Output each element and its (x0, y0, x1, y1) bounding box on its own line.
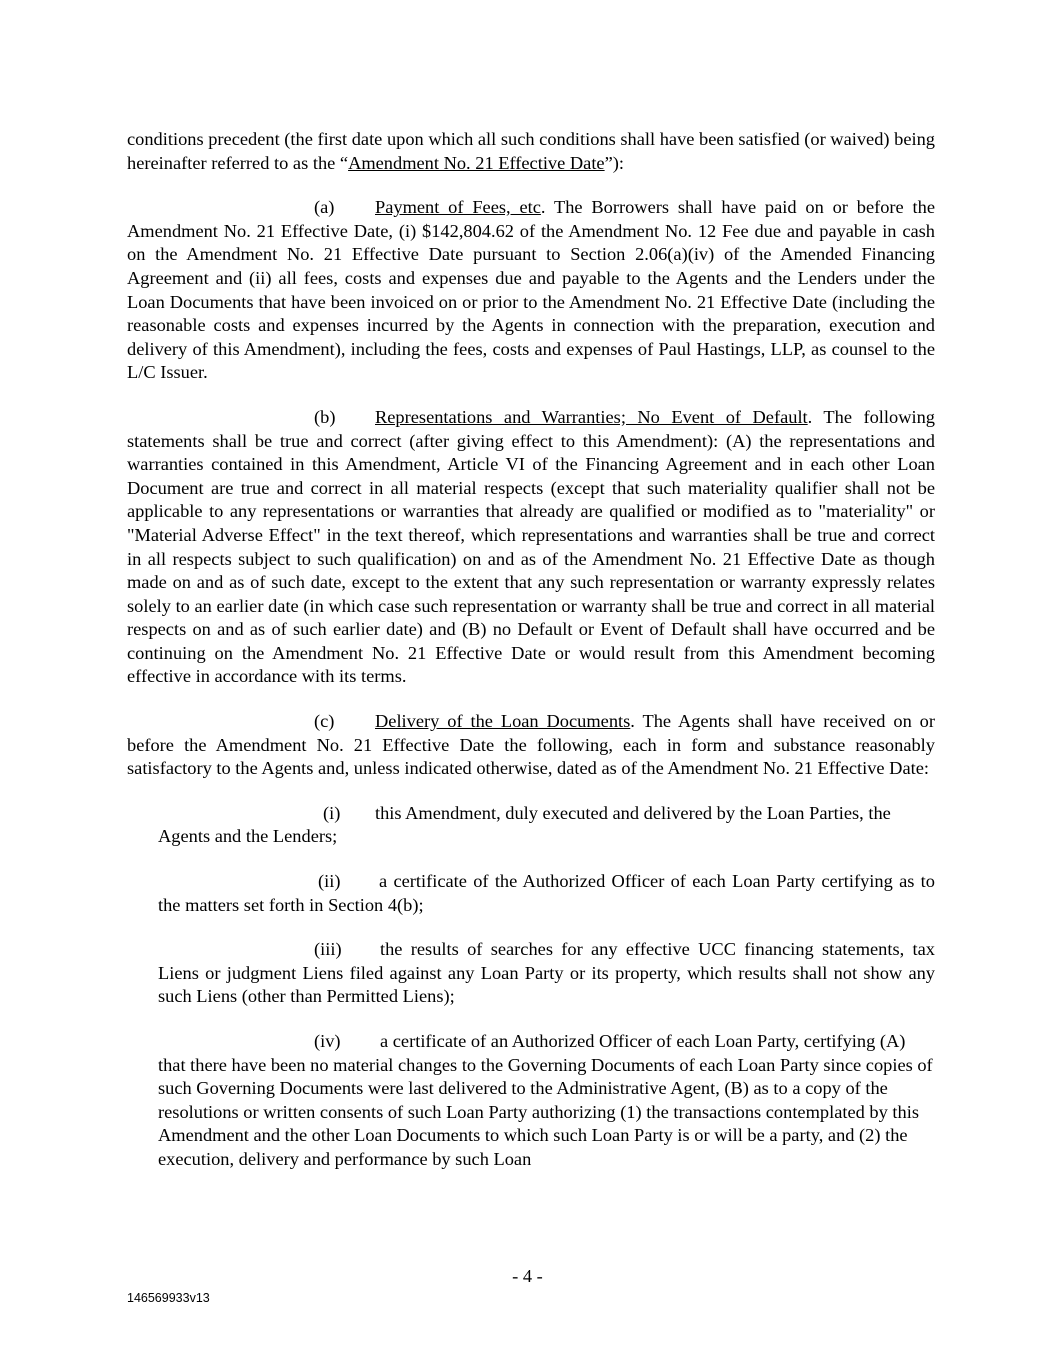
section-c-paragraph (127, 710, 935, 781)
section-a-label: (a) (314, 197, 335, 218)
item-i-text: this Amendment, duly executed and delivered by the Loan Parties, the Agents and the Lenders; (158, 802, 891, 847)
section-b-label: (b) (314, 406, 336, 427)
section-c-item-iii (158, 938, 935, 1009)
section-b-heading: Representations and Warranties; No Event of Default (375, 406, 808, 427)
section-c-heading: Delivery of the Loan Documents (375, 711, 631, 732)
intro-paragraph (127, 128, 935, 175)
section-c-item-iv (158, 1030, 935, 1172)
item-i-label: (i) (323, 802, 341, 823)
item-iii-label: (iii) (314, 939, 342, 960)
item-iv-label: (iv) (314, 1031, 341, 1051)
section-a-body: . The Borrowers shall have paid on or before the Amendment No. 21 Effective Date, (i) $142,804.62 of the Amendment No. 12 Fee due and payable in cash on the Amendment No. 21 Effective Date pursuant to Section 2.06(a)(iv) of the Amended Financing Agreement and (ii) all fees, costs and expenses due and payable to the Agents and the Lenders under the Loan Documents that have been invoiced on or prior to the Amendment No. 21 Effective Date (including the reasonable costs and expenses incurred by the Agents in connection with the preparation, execution and delivery of this Amendment), including the fees, costs and expenses of Paul Hastings, LLP, as counsel to the L/C Issuer. (127, 197, 936, 383)
page-number: - 4 - (512, 1266, 543, 1286)
item-iv-text: a certificate of an Authorized Officer of each Loan Party, certifying (A) that there have been no material changes to the Governing Documents of each Loan Party since copies of such Governing Documents were last delivered to the Administrative Agent, (B) as to a copy of the resolutions or written consents of such Loan Party authorizing (1) the transactions contemplated by this Amendment and the other Loan Documents to which such Loan Party is or will be a party, and (2) the execution, delivery and performance by such Loan (158, 1031, 933, 1169)
document-body (127, 128, 935, 1193)
section-b-paragraph (127, 406, 935, 689)
section-c-item-i (158, 802, 935, 849)
section-b-body: . The following statements shall be true and correct (after giving effect to this Amendment): (A) the representations and warranties contained in this Amendment, Article VI of the Financing Agreement and in each other Loan Document are true and correct in all material respects (except that such materiality qualifier shall not be applicable to any representations or warranties that already are qualified or modified as to "materiality" or "Material Adverse Effect" in the text thereof, which representations and warranties shall be true and correct in all respects subject to such qualification) on and as of the Amendment No. 21 Effective Date as though made on and as of such date, except to the extent that any such representation or warranty expressly relates solely to an earlier date (in which case such representation or warranty shall be true and correct in all material respects on and as of such earlier date) and (B) no Default or Event of Default shall have occurred and be continuing on the Amendment No. 21 Effective Date or would result from this Amendment becoming effective in accordance with its terms. (127, 406, 935, 687)
section-c-body: . The Agents shall have received on or before the Amendment No. 21 Effective Date the following, each in form and substance reasonably satisfactory to the Agents and, unless indicated otherwise, dated as of the Amendment No. 21 Effective Date: (127, 711, 935, 779)
item-ii-text: a certificate of the Authorized Officer of each Loan Party certifying as to the matters set forth in Section 4(b); (158, 871, 935, 915)
section-c-item-ii (158, 870, 935, 917)
document-id: 146569933v13 (127, 1291, 210, 1305)
section-c-label: (c) (314, 711, 335, 732)
intro-defined-term: Amendment No. 21 Effective Date (348, 152, 605, 173)
section-a-heading: Payment of Fees, etc (375, 197, 541, 218)
intro-text-before: conditions precedent (the first date upon which all such conditions shall have been satisfied (or waived) being hereinafter referred to as the “ (127, 129, 935, 173)
item-iii-text: the results of searches for any effective UCC financing statements, tax Liens or judgment Liens filed against any Loan Party or its property, which results shall not show any such Liens (other than Permitted Liens); (158, 939, 935, 1007)
intro-text-after: ”): (604, 152, 625, 173)
section-a-paragraph (127, 196, 935, 385)
item-ii-label: (ii) (318, 871, 341, 892)
